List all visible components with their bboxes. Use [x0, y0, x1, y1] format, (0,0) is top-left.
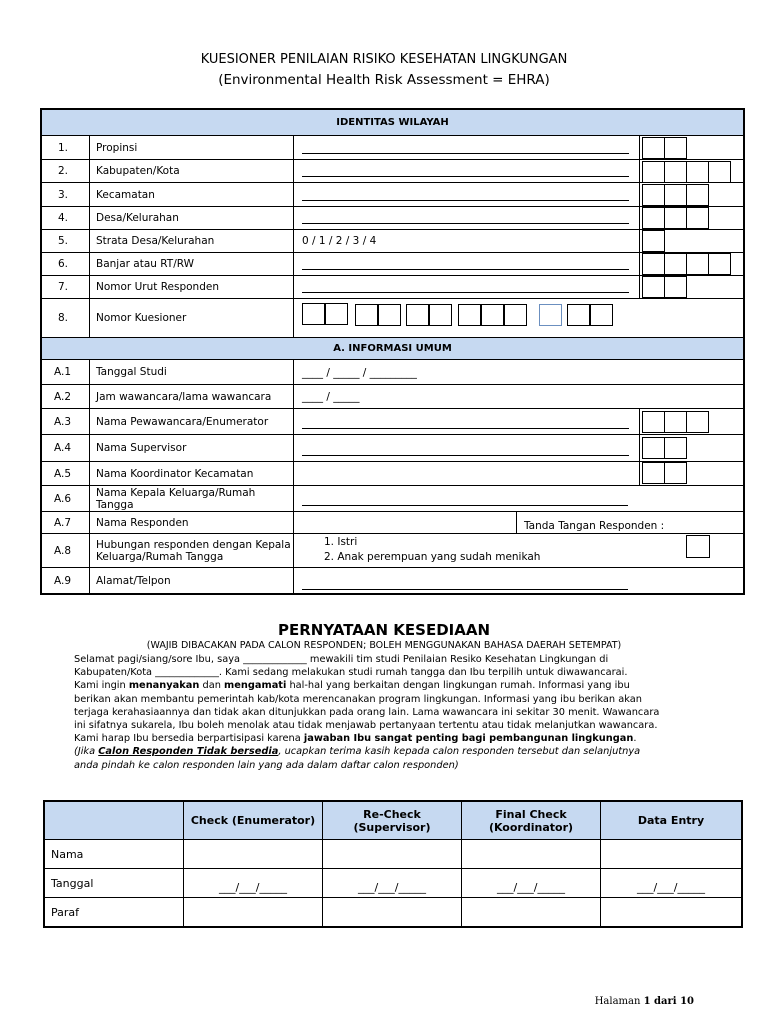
hubungan-options — [294, 534, 743, 567]
code-box[interactable] — [664, 137, 687, 159]
check-cell[interactable] — [462, 840, 601, 868]
row-label: Nomor Kuesioner — [90, 299, 294, 337]
table-row — [42, 253, 743, 276]
code-box[interactable] — [686, 184, 709, 206]
table-row — [42, 486, 743, 512]
row-label: Nama — [45, 840, 184, 868]
row-number: A.5 — [42, 462, 90, 485]
time-blank: ____ / _____ — [302, 391, 360, 403]
check-cell[interactable] — [184, 840, 323, 868]
row-number: 6. — [42, 253, 90, 275]
header-cell: Final Check (Koordinator) — [462, 802, 601, 839]
table-row — [42, 160, 743, 183]
statement-line: Kami harap Ibu bersedia berpartisipasi karena jawaban Ibu sangat penting bagi pembangunan lingkungan. — [74, 733, 637, 745]
statement-line: terjaga kerahasiaannya dan tidak akan ditunjukkan pada orang lain. Lama wawancara ini sekitar 30 menit. Wawancara — [74, 706, 660, 718]
code-box[interactable] — [481, 304, 504, 326]
code-box[interactable] — [642, 276, 665, 298]
code-box[interactable] — [590, 304, 613, 326]
code-box[interactable] — [429, 304, 452, 326]
option-istri[interactable]: 1. Istri — [324, 536, 358, 548]
table-row — [42, 360, 743, 385]
row-label: Nama Responden — [90, 512, 294, 533]
supervisor-field[interactable] — [294, 435, 640, 461]
row-label: Nama Koordinator Kecamatan — [90, 462, 294, 485]
table-row — [42, 385, 743, 409]
banjar-field[interactable] — [294, 253, 640, 275]
table-row — [42, 230, 743, 253]
section-header-informasi: A. INFORMASI UMUM — [42, 338, 743, 360]
row-label: Nama Supervisor — [90, 435, 294, 461]
code-box[interactable] — [708, 161, 731, 183]
table-row — [42, 462, 743, 486]
code-box[interactable] — [504, 304, 527, 326]
row-label: Alamat/Telpon — [90, 568, 294, 593]
code-box[interactable] — [642, 411, 665, 433]
row-number: 7. — [42, 276, 90, 298]
check-cell[interactable] — [184, 898, 323, 926]
statement-line: Kami ingin menanyakan dan mengamati hal-hal yang berkaitan dengan lingkungan rumah. Informasi yang ibu — [74, 680, 630, 692]
code-box[interactable] — [355, 304, 378, 326]
check-cell[interactable] — [601, 898, 741, 926]
statement-line: anda pindah ke calon responden lain yang ada dalam daftar calon responden) — [74, 759, 459, 771]
table-row — [45, 869, 741, 898]
code-box[interactable] — [642, 184, 665, 206]
check-header-row — [45, 802, 741, 840]
check-cell[interactable] — [601, 840, 741, 868]
row-label: Banjar atau RT/RW — [90, 253, 294, 275]
row-number: A.3 — [42, 409, 90, 434]
check-cell[interactable]: ___/___/_____ — [462, 869, 601, 897]
row-number: 5. — [42, 230, 90, 252]
desa-field[interactable] — [294, 207, 640, 229]
answer-box[interactable] — [686, 535, 710, 558]
check-cell[interactable] — [462, 898, 601, 926]
code-box[interactable] — [664, 437, 687, 459]
row-number: A.8 — [42, 534, 90, 567]
row-label: Jam wawancara/lama wawancara — [90, 385, 294, 408]
code-box[interactable] — [686, 253, 709, 275]
code-box[interactable] — [664, 253, 687, 275]
nomor-kuesioner-boxes — [294, 299, 743, 337]
code-box[interactable] — [458, 304, 481, 326]
page-number: Halaman 1 dari 10 — [594, 996, 694, 1007]
option-anak-perempuan[interactable]: 2. Anak perempuan yang sudah menikah — [324, 551, 541, 563]
enumerator-field[interactable] — [294, 409, 640, 434]
row-number: A.2 — [42, 385, 90, 408]
code-box[interactable] — [642, 207, 665, 229]
code-box[interactable] — [664, 184, 687, 206]
code-box[interactable] — [642, 462, 665, 484]
row-number: A.9 — [42, 568, 90, 593]
code-box[interactable] — [664, 462, 687, 484]
code-box[interactable] — [664, 207, 687, 229]
code-box[interactable] — [664, 161, 687, 183]
statement-line: Kabupaten/Kota _____________. Kami sedang melakukan studi rumah tangga dan Ibu terpilih untuk diwawancarai. — [74, 667, 628, 679]
row-number: A.6 — [42, 486, 90, 511]
header-cell: Data Entry — [601, 802, 741, 839]
nomor-urut-field[interactable] — [294, 276, 640, 298]
statement-subtitle: (WAJIB DIBACAKAN PADA CALON RESPONDEN; BOLEH MENGGUNAKAN BAHASA DAERAH SETEMPAT) — [146, 640, 622, 651]
code-box[interactable] — [325, 303, 348, 325]
code-box[interactable] — [539, 304, 562, 326]
form-title: KUESIONER PENILAIAN RISIKO KESEHATAN LINGKUNGAN — [200, 52, 568, 67]
code-box[interactable] — [642, 161, 665, 183]
header-cell: Check (Enumerator) — [184, 802, 323, 839]
date-blank: ____ / _____ / _________ — [302, 367, 417, 379]
row-label: Kecamatan — [90, 183, 294, 206]
code-box[interactable] — [686, 411, 709, 433]
code-box[interactable] — [708, 253, 731, 275]
code-box[interactable] — [642, 253, 665, 275]
kabupaten-field[interactable] — [294, 160, 640, 182]
code-box[interactable] — [406, 304, 429, 326]
table-row — [42, 299, 743, 338]
table-row — [42, 136, 743, 160]
table-row — [42, 512, 743, 534]
signature-label: Tanda Tangan Responden : — [524, 520, 665, 532]
identity-form-table — [40, 108, 745, 595]
table-row — [42, 534, 743, 568]
koordinator-field[interactable] — [294, 462, 640, 485]
table-row — [45, 840, 741, 869]
header-cell — [45, 802, 184, 839]
row-number: A.4 — [42, 435, 90, 461]
row-number: A.7 — [42, 512, 90, 533]
row-number: 8. — [42, 299, 90, 337]
kepala-keluarga-field[interactable] — [294, 486, 743, 511]
code-box[interactable] — [686, 161, 709, 183]
strata-value: 0 / 1 / 2 / 3 / 4 — [302, 235, 377, 247]
check-cell[interactable] — [323, 840, 462, 868]
tanggal-studi-field[interactable] — [294, 360, 743, 384]
strata-options[interactable] — [294, 230, 640, 252]
table-row — [45, 898, 741, 926]
section-header-identitas: IDENTITAS WILAYAH — [42, 110, 743, 136]
row-label: Paraf — [45, 898, 184, 926]
kecamatan-field[interactable] — [294, 183, 640, 206]
header-cell: Re-Check (Supervisor) — [323, 802, 462, 839]
row-label: Tanggal Studi — [90, 360, 294, 384]
table-row — [42, 435, 743, 462]
statement-line: berikan akan membantu pemerintah kab/kota merencanakan program lingkungan. Informasi yang ibu berikan akan — [74, 693, 642, 705]
row-label: Nomor Urut Responden — [90, 276, 294, 298]
check-cell[interactable] — [323, 898, 462, 926]
code-box[interactable] — [642, 437, 665, 459]
row-label: Desa/Kelurahan — [90, 207, 294, 229]
code-box[interactable] — [567, 304, 590, 326]
statement-line: ini sifatnya sukarela, Ibu boleh menolak atau tidak menjawab pertanyaan tertentu atau tidak melanjutkan wawancara. — [74, 720, 658, 732]
table-row — [42, 409, 743, 435]
check-cell[interactable]: ___/___/_____ — [637, 881, 705, 894]
code-box[interactable] — [642, 137, 665, 159]
row-label: Propinsi — [90, 136, 294, 159]
code-box[interactable] — [664, 276, 687, 298]
row-label: Tanggal — [45, 869, 184, 897]
statement-line: Selamat pagi/siang/sore Ibu, saya _____________ mewakili tim studi Penilaian Resiko Kesehatan Lingkungan di — [74, 654, 609, 665]
table-row — [42, 183, 743, 207]
row-label: Nama Kepala Keluarga/Rumah Tangga — [90, 486, 294, 511]
code-box[interactable] — [302, 303, 325, 325]
row-number: 4. — [42, 207, 90, 229]
statement-text — [74, 653, 694, 772]
responden-field[interactable] — [294, 512, 743, 533]
form-subtitle: (Environmental Health Risk Assessment = EHRA) — [218, 72, 550, 88]
row-label: Strata Desa/Kelurahan — [90, 230, 294, 252]
row-label: Kabupaten/Kota — [90, 160, 294, 182]
row-number: A.1 — [42, 360, 90, 384]
row-label: Hubungan responden dengan Kepala Keluarga/Rumah Tangga — [90, 534, 294, 567]
row-label: Nama Pewawancara/Enumerator — [90, 409, 294, 434]
code-box[interactable] — [664, 411, 687, 433]
table-row — [42, 276, 743, 299]
table-row — [42, 207, 743, 230]
check-table — [43, 800, 743, 928]
alamat-field[interactable] — [294, 568, 743, 593]
row-number: 3. — [42, 183, 90, 206]
statement-title: PERNYATAAN KESEDIAAN — [278, 621, 490, 639]
code-box[interactable] — [378, 304, 401, 326]
statement-line: (Jika Calon Responden Tidak bersedia, ucapkan terima kasih kepada calon responden tersebut dan selanjutnya — [74, 746, 641, 758]
code-box[interactable] — [642, 230, 665, 252]
propinsi-field[interactable] — [294, 136, 640, 159]
jam-wawancara-field[interactable] — [294, 385, 743, 408]
table-row — [42, 568, 743, 593]
row-number: 1. — [42, 136, 90, 159]
check-cell[interactable]: ___/___/_____ — [323, 869, 462, 897]
check-cell[interactable]: ___/___/_____ — [184, 869, 323, 897]
row-number: 2. — [42, 160, 90, 182]
code-box[interactable] — [686, 207, 709, 229]
